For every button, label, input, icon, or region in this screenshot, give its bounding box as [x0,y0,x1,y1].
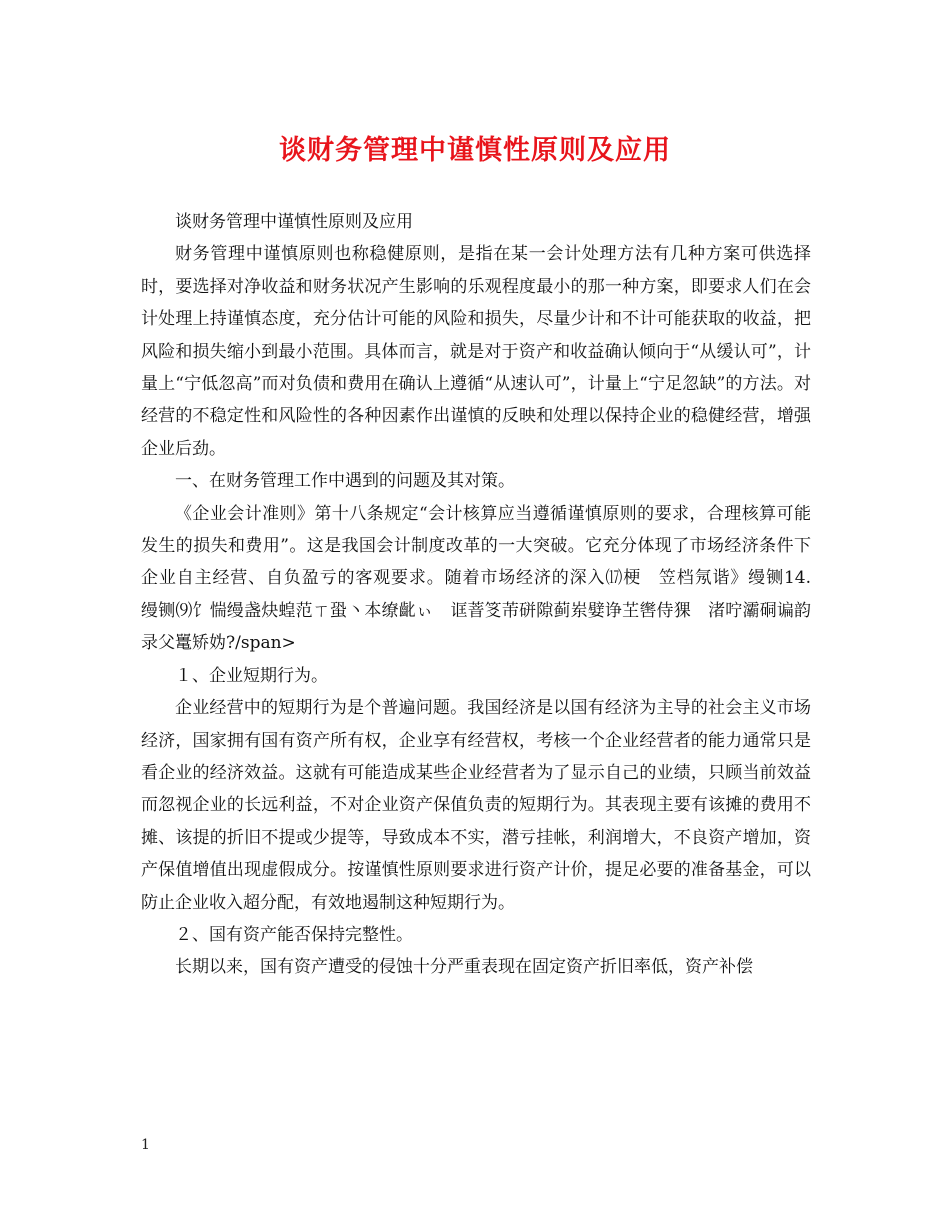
paragraph-definition: 财务管理中谨慎原则也称稳健原则，是指在某一会计处理方法有几种方案可供选择时，要选择对净收益和财务状况产生影响的乐观程度最小的那一种方案，即要求人们在会计处理上持谨慎态度，充分估计可能的风险和损失，尽量少计和不计可能获取的收益，把风险和损失缩小到最小范围。具体而言，就是对于资产和收益确认倾向于“从缓认可”，计量上“宁低忽高”而对负债和费用在确认上遵循“从速认可”，计量上“宁足忽缺”的方法。对经营的不稳定性和风险性的各种因素作出谨慎的反映和处理以保持企业的稳健经营，增强企业后劲。 [141,244,811,459]
subheading-short-term-behavior: １、企业短期行为。 [175,665,328,686]
subheading-state-assets: ２、国有资产能否保持完整性。 [175,924,413,945]
paragraph-short-term-behavior: 企业经营中的短期行为是个普遍问题。我国经济是以国有经济为主导的社会主义市场经济，国家拥有国有资产所有权，企业享有经营权，考核一个企业经营者的能力通常只是看企业的经济效益。这就有可能造成某些企业经营者为了显示自己的业绩，只顾当前效益而忽视企业的长远利益，不对企业资产保值负责的短期行为。其表现主要有该摊的费用不摊、该提的折旧不提或少提等，导致成本不实，潜亏挂帐，利润增大，不良资产增加，资产保值增值出现虚假成分。按谨慎性原则要求进行资产计价，提足必要的准备基金，可以防止企业收入超分配，有效地遏制这种短期行为。 [141,698,811,913]
paragraph-state-assets: 长期以来，国有资产遭受的侵蚀十分严重表现在固定资产折旧率低，资产补偿 [175,957,753,978]
document-title: 谈财务管理中谨慎性原则及应用 [279,135,671,166]
document-body [141,206,845,984]
paragraph-heading: 谈财务管理中谨慎性原则及应用 [175,212,413,232]
page-number: 1 [141,1137,150,1153]
paragraph-accounting-standard: 《企业会计准则》第十八条规定“会计核算应当遵循谨慎原则的要求，合理核算可能发生的损失和费用”。这是我国会计制度改革的一大突破。它充分体现了市场经济条件下企业自主经营、自负盈亏的客观要求。随着市场经济的深入⒄梗 笠档氖谐》缦铡14. 缦铡⑼饣惴缦盏炔蝗范ㄒ蛩丶本缭齔ぃ 诓萻笅芾硑隙蓟岽嬖诤芏辔侍猓 渚咛灞硐谝韵录父鼍矫妫?/span> [141,503,845,654]
section-heading-problems: 一、在财务管理工作中遇到的问题及其对策。 [175,471,515,492]
